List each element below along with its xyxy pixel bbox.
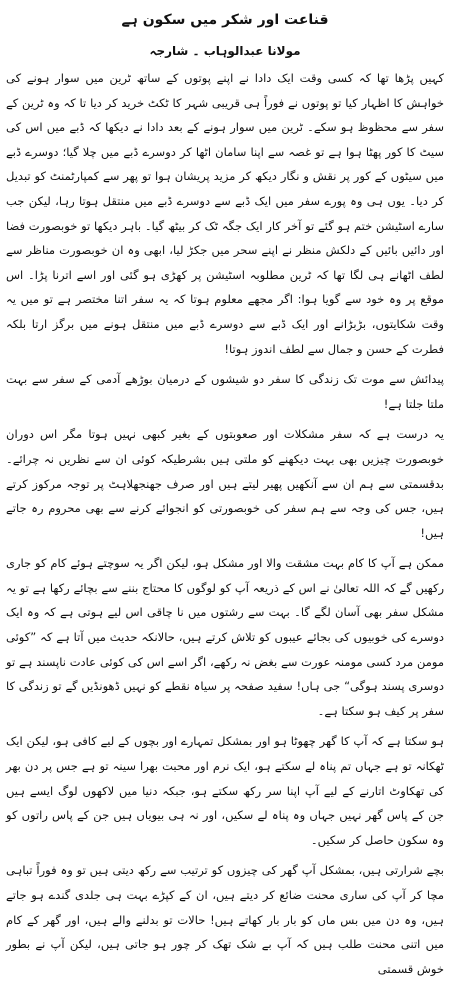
paragraph-6: بچے شرارتی ہیں، بمشکل آپ گھر کی چیزوں کو ترتیب سے رکھ دیتی ہیں تو وہ فوراً تباہی مچا کر آپ کی ساری محنت ضائع کر دیتے ہیں، ان کے کپڑے بہت ہی جلدی گندے ہو جاتے ہیں، وہ دن میں بس ماں کو بار بار کھاتے ہیں! حالات تو بدلنے والے ہیں، اور گھر کے کام میں اتنی محنت طلب ہیں کہ آپ بے شک تھک کر چور ہو جاتی ہیں، لیکن آپ نے بطور خوش قسمتی: [6, 863, 444, 976]
article-title: قناعت اور شکر میں سکون ہے: [121, 12, 329, 28]
article-author: مولانا عبدالوہاب ۔ شارجہ: [149, 44, 301, 58]
paragraph-2: پیدائش سے موت تک زندگی کا سفر دو شیشوں کے درمیان بوڑھے آدمی کے سفر سے بہت ملتا جلتا ہے!: [6, 372, 444, 411]
article: [6, 4, 445, 976]
paragraph-5: ہو سکتا ہے کہ آپ کا گھر چھوٹا ہو اور بمشکل تمہارے اور بچوں کے لیے کافی ہو، لیکن ایک ٹھکانہ تو ہے جہاں تم پناہ لے سکتے ہو، ایک نرم اور محبت بھرا سینہ تو ہے جس پر دن بھر کی تھکاوٹ اتارنے کے لیے آپ اپنا سر رکھ سکتے ہو، جبکہ دنیا میں لاکھوں لوگ ایسے ہیں جن کے پاس گھر نہیں جہاں وہ پناہ لے سکیں، اور نہ ہی بیویاں ہیں جن کے پاس راتوں کو وہ سکون حاصل کر سکیں۔: [6, 734, 445, 847]
paragraph-1: کہیں پڑھا تھا کہ کسی وقت ایک دادا نے اپنے پوتوں کے ساتھ ٹرین میں سوار ہونے کی خواہش کا اظہار کیا تو پوتوں نے فوراً ہی قریبی شہر کا ٹکٹ خرید کر دیا تا کہ وہ ٹرین کے سفر سے محظوظ ہو سکے۔ ٹرین میں سوار ہونے کے بعد دادا نے دیکھا کہ ڈبے میں اس کی سیٹ کا کور پھٹا ہوا ہے تو غصہ سے اپنا سامان اٹھا کر دوسرے ڈبے میں چلا گیا؛ دوسرے ڈبے میں سیٹوں کے کور پر نقش و نگار دیکھ کر مزید پریشان ہوا تو پھر سے کمپارٹمنٹ کو تبدیل کر دیا۔ یوں ہی وہ پورے سفر میں ایک ڈبے سے دوسرے ڈبے میں منتقل ہوتا رہا، لیکن جب سارے اسٹیشن ختم ہو گئے تو آخر کار ایک جگہ ٹک کر بیٹھ گیا۔ باہر دیکھا تو خوبصورت فضا اور دائیں بائیں کے دلکش منظر نے اپنے سحر میں جکڑ لیا، ابھی وہ ان خوبصورت مناظر سے لطف اٹھانے ہی لگا تھا کہ ٹرین مطلوبہ اسٹیشن پر کھڑی ہو گئی اور اسے اترنا پڑا۔ اس موقع پر وہ خود سے گویا ہوا: اگر مجھے معلوم ہوتا کہ یہ سفر اتنا مختصر ہے تو میں یہ وقت شکایتوں، بڑبڑانے اور ایک ڈبے سے دوسرے ڈبے میں منتقل ہونے میں برگز ارتا بلکہ فطرت کے حسن و جمال سے لطف اندوز ہوتا!: [6, 71, 444, 356]
paragraph-3: یہ درست ہے کہ سفر مشکلات اور صعوبتوں کے بغیر کبھی نہیں ہوتا مگر اس دوران خوبصورت چیزیں بھی بہت دیکھنے کو ملتی ہیں بشرطیکہ کوئی ان سے نظریں نہ چرائے۔ بدقسمتی سے ہم ان سے آنکھیں پھیر لیتے ہیں اور صرف جھنجھلاہٹ پر توجہ مرکوز کرتے ہیں، جس کی وجہ سے ہم سفر کی خوبصورتی کو انجوائے کرنے سے بھی محروم رہ جاتے ہیں!: [6, 427, 444, 540]
paragraph-4: ممکن ہے آپ کا کام بہت مشقت والا اور مشکل ہو، لیکن اگر یہ سوچتے ہوئے کام کو جاری رکھیں گے کہ اللہ تعالیٰ نے اس کے ذریعہ آپ کو لوگوں کا محتاج بننے سے بچائے رکھا ہے تو یہ مشکل سفر بھی آسان لگے گا۔ بہت سے رشتوں میں نا چاقی اس لیے ہوتی ہے کہ وہ ایک دوسرے کی خوبیوں کی بجائے عیبوں کو تلاش کرتے ہیں، حالانکہ حدیث میں آتا ہے کہ ”کوئی مومن مرد کسی مومنہ عورت سے بغض نہ رکھے، اگر اسے اس کی کوئی عادت ناپسند ہے تو دوسری پسند ہوگی“ جی ہاں! سفید صفحہ پر سیاہ نقطے کو نہیں ڈھونڈیں گے تو زندگی کا سفر پر کیف ہو سکتا ہے۔: [6, 556, 444, 718]
